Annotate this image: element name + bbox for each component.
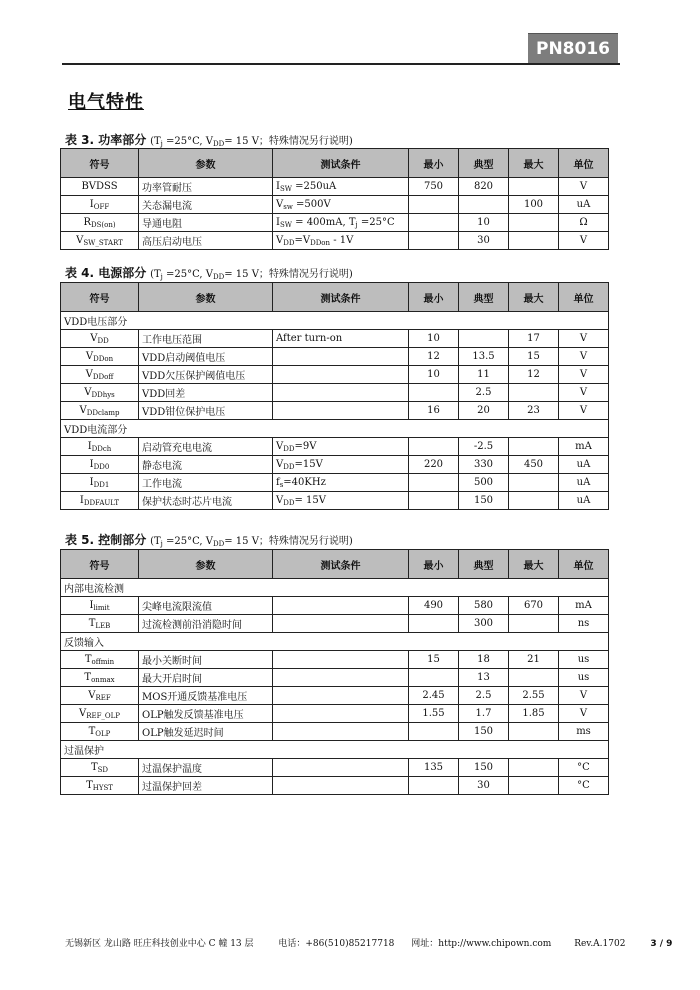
condition-cell: $I_{SW} =250uA$ [273,178,409,196]
unit-cell: uA [559,456,609,474]
parameter-cell: 尖峰电流限流值 [139,597,273,615]
symbol-cell: $I_{DD1}$ [61,474,139,492]
table-row [61,759,609,777]
footer-address: 无锡新区 龙山路 旺庄科技创业中心 C 幢 13 层 [65,939,254,949]
max-cell: 1.85 [509,705,559,723]
typ-cell [459,196,509,214]
group-label: 反馈输入 [61,633,609,651]
col-header-max: 最大 [509,283,559,312]
col-header-symbol: 符号 [61,149,139,178]
power-section-table [60,148,609,250]
max-cell: 17 [509,330,559,348]
col-header-min: 最小 [409,149,459,178]
condition-cell: After turn-on [273,330,409,348]
parameter-cell: 过温保护温度 [139,759,273,777]
unit-cell: us [559,669,609,687]
typ-cell: 10 [459,214,509,232]
max-cell: 100 [509,196,559,214]
table-row [61,438,609,456]
min-cell: 135 [409,759,459,777]
condition-cell: $f_s=40KHz$ [273,474,409,492]
max-cell: 450 [509,456,559,474]
symbol-cell: $R_{DS(on)}$ [61,214,139,232]
col-header-unit: 单位 [559,283,609,312]
table5-caption [65,531,353,548]
group-row [61,741,609,759]
typ-cell: 1.7 [459,705,509,723]
table-row [61,651,609,669]
condition-cell: $V_{sw} =500V$ [273,196,409,214]
unit-cell: mA [559,597,609,615]
typ-cell: 20 [459,402,509,420]
col-header-typ: 典型 [459,149,509,178]
parameter-cell: 最大开启时间 [139,669,273,687]
symbol-cell: $T_{OLP}$ [61,723,139,741]
col-header-symbol: 符号 [61,283,139,312]
max-cell: 23 [509,402,559,420]
col-header-unit: 单位 [559,149,609,178]
table-row [61,178,609,196]
parameter-cell: VDD欠压保护阈值电压 [139,366,273,384]
group-label: VDD电流部分 [61,420,609,438]
min-cell: 10 [409,330,459,348]
typ-cell: 30 [459,777,509,795]
min-cell [409,384,459,402]
min-cell: 16 [409,402,459,420]
header-rule [62,63,620,65]
condition-cell: $V_{DD}= 15V$ [273,492,409,510]
symbol-cell: $V_{DDon}$ [61,348,139,366]
min-cell: 2.45 [409,687,459,705]
max-cell [509,178,559,196]
table3-caption [65,131,353,148]
unit-cell: us [559,651,609,669]
unit-cell: V [559,330,609,348]
max-cell [509,492,559,510]
table-row [61,615,609,633]
condition-cell [273,669,409,687]
symbol-cell: $V_{SW\_START}$ [61,232,139,250]
symbol-cell: $T_{offmin}$ [61,651,139,669]
part-number-badge: PN8016 [528,33,618,64]
parameter-cell: VDD启动阈值电压 [139,348,273,366]
symbol-cell: $I_{DD0}$ [61,456,139,474]
parameter-cell: OLP触发延迟时间 [139,723,273,741]
typ-cell: -2.5 [459,438,509,456]
symbol-cell: $V_{REF\_OLP}$ [61,705,139,723]
max-cell [509,384,559,402]
parameter-cell: VDD钳位保护电压 [139,402,273,420]
min-cell [409,214,459,232]
parameter-cell: 关态漏电流 [139,196,273,214]
col-header-parameter: 参数 [139,149,273,178]
unit-cell: uA [559,474,609,492]
typ-cell: 150 [459,723,509,741]
table-row [61,687,609,705]
col-header-condition: 测试条件 [273,550,409,579]
condition-cell: $V_{DD}=9V$ [273,438,409,456]
unit-cell: uA [559,492,609,510]
table3-label: 表 3. 功率部分 [65,133,147,147]
parameter-cell: 过温保护回差 [139,777,273,795]
table-row [61,777,609,795]
col-header-min: 最小 [409,283,459,312]
typ-cell: 2.5 [459,687,509,705]
footer-page-number: 3 / 9 [650,939,673,949]
condition-cell [273,777,409,795]
parameter-cell: 静态电流 [139,456,273,474]
min-cell: 220 [409,456,459,474]
unit-cell: V [559,705,609,723]
min-cell [409,615,459,633]
typ-cell: 11 [459,366,509,384]
table-row [61,474,609,492]
condition-cell [273,759,409,777]
control-section-table [60,549,609,795]
parameter-cell: 最小关断时间 [139,651,273,669]
condition-cell [273,597,409,615]
unit-cell: V [559,402,609,420]
condition-cell: $I_{SW} = 400mA$, $T_j =25^\circ C$ [273,214,409,232]
header-row [61,149,609,178]
typ-cell: 150 [459,492,509,510]
parameter-cell: 工作电压范围 [139,330,273,348]
typ-cell: 580 [459,597,509,615]
typ-cell: 500 [459,474,509,492]
max-cell [509,723,559,741]
table-row [61,492,609,510]
typ-cell: 300 [459,615,509,633]
unit-cell: uA [559,196,609,214]
table-row [61,705,609,723]
typ-cell: 820 [459,178,509,196]
condition-cell [273,384,409,402]
condition-cell: $V_{DD}=V_{DDon} - 1V$ [273,232,409,250]
group-row [61,312,609,330]
max-cell [509,777,559,795]
symbol-cell: $V_{DDoff}$ [61,366,139,384]
table-row [61,723,609,741]
max-cell [509,474,559,492]
max-cell [509,759,559,777]
unit-cell: V [559,687,609,705]
symbol-cell: $V_{DD}$ [61,330,139,348]
symbol-cell: $I_{DDFAULT}$ [61,492,139,510]
table5-condition: ($T_j =25^\circ C$, $V_{DD}= 15$ V；特殊情况另行说明) [150,536,353,548]
min-cell: 750 [409,178,459,196]
min-cell [409,232,459,250]
group-label: 内部电流检测 [61,579,609,597]
max-cell: 670 [509,597,559,615]
max-cell: 2.55 [509,687,559,705]
table5-label: 表 5. 控制部分 [65,533,147,547]
table4-condition: ($T_j =25^\circ C$, $V_{DD}= 15$ V；特殊情况另行说明) [150,269,353,281]
parameter-cell: 导通电阻 [139,214,273,232]
table-row [61,330,609,348]
typ-cell: 150 [459,759,509,777]
typ-cell: 330 [459,456,509,474]
unit-cell: ns [559,615,609,633]
symbol-cell: BVDSS [61,178,139,196]
typ-cell: 13 [459,669,509,687]
parameter-cell: OLP触发反馈基准电压 [139,705,273,723]
symbol-cell: $T_{onmax}$ [61,669,139,687]
unit-cell: mA [559,438,609,456]
header-row [61,550,609,579]
max-cell [509,232,559,250]
symbol-cell: $I_{DDch}$ [61,438,139,456]
col-header-condition: 测试条件 [273,149,409,178]
min-cell: 15 [409,651,459,669]
parameter-cell: 高压启动电压 [139,232,273,250]
table-row [61,597,609,615]
min-cell [409,777,459,795]
max-cell: 15 [509,348,559,366]
table-row [61,669,609,687]
condition-cell [273,348,409,366]
parameter-cell: 过流检测前沿消隐时间 [139,615,273,633]
max-cell: 21 [509,651,559,669]
table-row [61,384,609,402]
min-cell [409,492,459,510]
unit-cell: ms [559,723,609,741]
parameter-cell: 启动管充电电流 [139,438,273,456]
col-header-max: 最大 [509,550,559,579]
min-cell [409,438,459,456]
typ-cell: 18 [459,651,509,669]
min-cell [409,196,459,214]
supply-section-table [60,282,609,510]
condition-cell [273,651,409,669]
parameter-cell: 保护状态时芯片电流 [139,492,273,510]
symbol-cell: $T_{SD}$ [61,759,139,777]
condition-cell [273,402,409,420]
min-cell [409,723,459,741]
symbol-cell: $V_{REF}$ [61,687,139,705]
parameter-cell: VDD回差 [139,384,273,402]
table4-caption [65,264,353,281]
condition-cell [273,705,409,723]
table-row [61,366,609,384]
max-cell [509,669,559,687]
symbol-cell: $T_{HYST}$ [61,777,139,795]
col-header-min: 最小 [409,550,459,579]
col-header-parameter: 参数 [139,550,273,579]
group-label: VDD电压部分 [61,312,609,330]
min-cell: 1.55 [409,705,459,723]
typ-cell: 2.5 [459,384,509,402]
section-title: 电气特性 [68,92,144,113]
col-header-max: 最大 [509,149,559,178]
symbol-cell: $V_{DDhys}$ [61,384,139,402]
footer-phone: 电话：+86(510)85217718 [278,939,395,949]
typ-cell: 30 [459,232,509,250]
col-header-symbol: 符号 [61,550,139,579]
table-row [61,232,609,250]
table-row [61,402,609,420]
group-row [61,633,609,651]
table-row [61,214,609,232]
min-cell: 490 [409,597,459,615]
unit-cell: V [559,178,609,196]
group-row [61,579,609,597]
unit-cell: V [559,348,609,366]
parameter-cell: 工作电流 [139,474,273,492]
col-header-condition: 测试条件 [273,283,409,312]
condition-cell [273,723,409,741]
table-row [61,196,609,214]
col-header-parameter: 参数 [139,283,273,312]
min-cell [409,669,459,687]
col-header-typ: 典型 [459,550,509,579]
max-cell [509,615,559,633]
unit-cell: V [559,366,609,384]
max-cell: 12 [509,366,559,384]
typ-cell: 13.5 [459,348,509,366]
group-label: 过温保护 [61,741,609,759]
table-row [61,456,609,474]
group-row [61,420,609,438]
table-row [61,348,609,366]
unit-cell: V [559,232,609,250]
table3-condition: ($T_j =25^\circ C$, $V_{DD}= 15$ V；特殊情况另行说明) [150,136,353,148]
parameter-cell: 功率管耐压 [139,178,273,196]
symbol-cell: $I_{OFF}$ [61,196,139,214]
condition-cell [273,687,409,705]
min-cell [409,474,459,492]
col-header-typ: 典型 [459,283,509,312]
symbol-cell: $T_{LEB}$ [61,615,139,633]
max-cell [509,438,559,456]
parameter-cell: MOS开通反馈基准电压 [139,687,273,705]
col-header-unit: 单位 [559,550,609,579]
unit-cell: Ω [559,214,609,232]
table4-label: 表 4. 电源部分 [65,266,147,280]
max-cell [509,214,559,232]
symbol-cell: $I_{limit}$ [61,597,139,615]
typ-cell [459,330,509,348]
footer-website[interactable]: 网址：http://www.chipown.com [411,939,552,949]
min-cell: 10 [409,366,459,384]
symbol-cell: $V_{DDclamp}$ [61,402,139,420]
footer-revision: Rev.A.1702 [574,939,626,949]
condition-cell: $V_{DD}=15V$ [273,456,409,474]
page-footer [65,936,672,949]
condition-cell [273,615,409,633]
unit-cell: °C [559,777,609,795]
header-row [61,283,609,312]
min-cell: 12 [409,348,459,366]
unit-cell: V [559,384,609,402]
condition-cell [273,366,409,384]
unit-cell: °C [559,759,609,777]
